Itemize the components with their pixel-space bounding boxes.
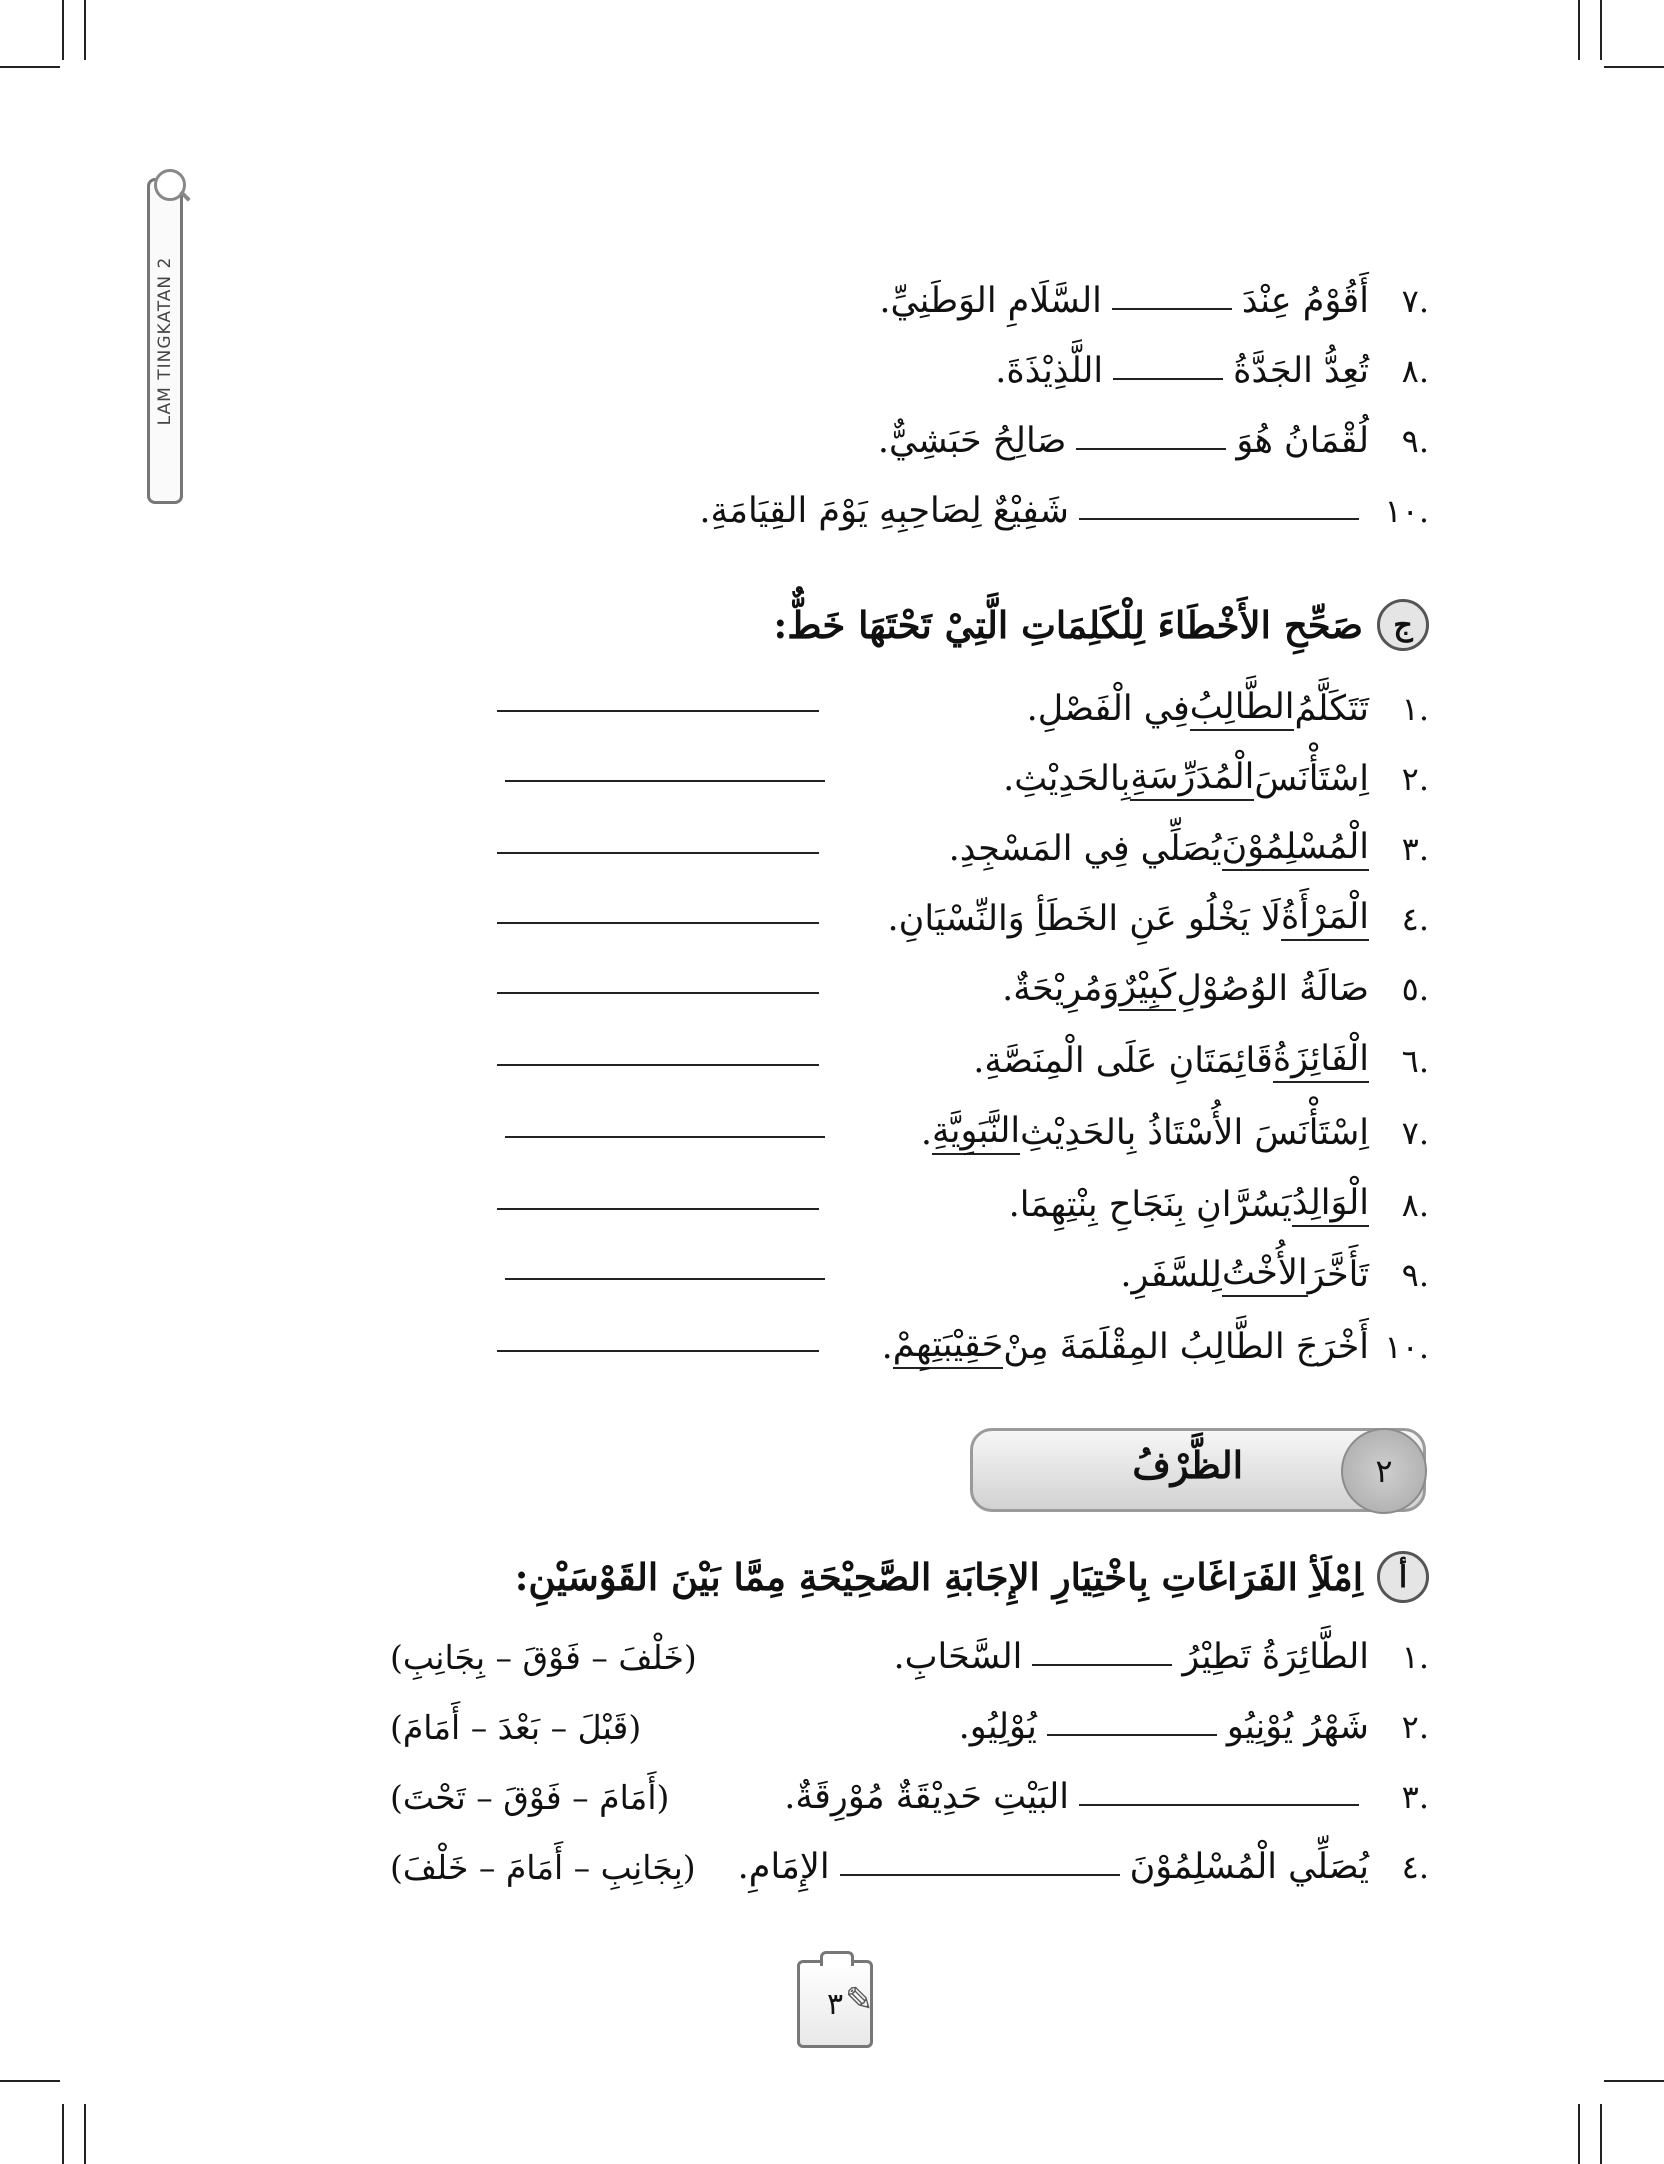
section-2-banner: [970, 1428, 1426, 1512]
answer-line[interactable]: [497, 1064, 819, 1066]
answer-blank[interactable]: [1032, 1664, 1172, 1666]
correction-row: .٤ الْمَرْأَةُ لَا يَخْلُو عَنِ الخَطَأِ وَالنِّسْيَانِ.: [887, 897, 1429, 939]
underlined-word: الْمُسْلِمُوْنَ: [1222, 827, 1369, 871]
answer-line[interactable]: [497, 1350, 819, 1352]
underlined-word: الْمَرْأَةُ: [1281, 897, 1369, 941]
fill-blank-row: .١ الطَّائِرَةُ تَطِيْرُ السَّحَابِ.: [893, 1637, 1429, 1677]
correction-row: .٥ صَالَةُ الوُصُوْلِ كَبِيْرٌ وَمُرِيْحَةٌ.: [1002, 967, 1429, 1009]
correction-row: .٢ اِسْتَأْنَسَ الْمُدَرِّسَةِ بِالحَدِيْثِ.: [1003, 757, 1429, 799]
fill-blank-row: .٩ لُقْمَانُ هُوَ صَالِحُ حَبَشِيٌّ.: [877, 421, 1429, 461]
underlined-word: الْمُدَرِّسَةِ: [1130, 757, 1254, 801]
magnifier-icon: [154, 169, 186, 201]
section-c-heading: [774, 592, 1429, 658]
underlined-word: الْوَالِدُ: [1292, 1183, 1369, 1227]
fill-blank-row: .٤ يُصَلِّي الْمُسْلِمُوْنَ الإِمَامِ.: [737, 1847, 1429, 1887]
section-c-instruction: صَحِّحِ الأَخْطَاءَ لِلْكَلِمَاتِ الَّتِيْ تَحْتَهَا خَطٌّ:: [773, 603, 1363, 647]
answer-blank[interactable]: [840, 1874, 1120, 1876]
answer-blank[interactable]: [1076, 448, 1226, 450]
answer-line[interactable]: [505, 1136, 825, 1138]
answer-blank[interactable]: [1079, 1804, 1359, 1806]
crop-mark: [1600, 2104, 1602, 2164]
crop-mark: [1578, 0, 1580, 60]
correction-row: .٧ اِسْتَأْنَسَ الأُسْتَاذُ بِالحَدِيْثِ النَّبَوِيَّةِ .: [920, 1111, 1429, 1153]
pencil-icon: ✎: [845, 1980, 874, 2020]
crop-mark: [1604, 66, 1664, 68]
correction-row: .٩ تَأَخَّرَ الأُخْتُ لِلسَّفَرِ.: [1120, 1253, 1429, 1295]
fill-blank-row: .٢ شَهْرُ يُوْنِيُو يُوْلِيُو.: [958, 1707, 1429, 1747]
underlined-word: الأُخْتُ: [1222, 1253, 1308, 1297]
section-2a-instruction: اِمْلَأِ الفَرَاغَاتِ بِاخْتِيَارِ الإِجَابَةِ الصَّحِيْحَةِ مِمَّا بَيْنَ القَوْسَيْنِ:: [514, 1555, 1363, 1599]
fill-blank-row: .٧ أَقُوْمُ عِنْدَ السَّلَامِ الوَطَنِيِّ.: [879, 281, 1429, 321]
answer-blank[interactable]: [1112, 308, 1232, 310]
answer-line[interactable]: [505, 780, 825, 782]
fill-blank-row: .١٠ شَفِيْعٌ لِصَاحِبِهِ يَوْمَ القِيَامَةِ.: [699, 491, 1429, 531]
options: (بِجَانِبِ – أَمَامَ – خَلْفَ): [390, 1847, 696, 1887]
section-2a-badge: أ: [1377, 1551, 1429, 1603]
page-number: ٣: [797, 1960, 873, 2048]
crop-mark: [62, 0, 64, 60]
answer-line[interactable]: [497, 922, 819, 924]
correction-row: .٣ الْمُسْلِمُوْنَ يُصَلِّي فِي المَسْجِدِ.: [948, 827, 1429, 869]
answer-blank[interactable]: [1113, 378, 1223, 380]
answer-line[interactable]: [497, 852, 819, 854]
correction-row: .١ تَتَكَلَّمُ الطَّالِبُ فِي الْفَصْلِ.: [1026, 687, 1429, 729]
side-tab: [147, 178, 183, 504]
options: (خَلْفَ – فَوْقَ – بِجَانِبِ): [390, 1637, 697, 1677]
correction-row: .١٠ أَخْرَجَ الطَّالِبُ المِقْلَمَةَ مِنْ حَقِيْبَتِهِمْ .: [881, 1325, 1429, 1367]
underlined-word: النَّبَوِيَّةِ: [932, 1111, 1020, 1155]
crop-mark: [0, 2080, 60, 2082]
options: (أَمَامَ – فَوْقَ – تَحْتَ): [390, 1777, 670, 1817]
side-tab-label: LAM TINGKATAN 2: [155, 256, 175, 426]
underlined-word: الْفَائِزَةُ: [1273, 1039, 1369, 1083]
crop-mark: [84, 0, 86, 60]
answer-line[interactable]: [497, 1208, 819, 1210]
underlined-word: كَبِيْرٌ: [1119, 967, 1176, 1011]
crop-mark: [1600, 0, 1602, 60]
underlined-word: الطَّالِبُ: [1190, 687, 1295, 731]
correction-row: .٨ الْوَالِدُ يَسُرَّانِ بِنَجَاحِ بِنْتِهِمَا.: [1008, 1183, 1429, 1225]
answer-blank[interactable]: [1079, 518, 1359, 520]
fill-blank-row: .٣ البَيْتِ حَدِيْقَةٌ مُوْرِقَةٌ.: [784, 1777, 1429, 1817]
crop-mark: [1578, 2104, 1580, 2164]
options: (قَبْلَ – بَعْدَ – أَمَامَ): [390, 1707, 642, 1747]
crop-mark: [0, 66, 60, 68]
section-2-number: ٢: [1341, 1428, 1427, 1514]
section-2-title: الظَّرْفُ: [1132, 1443, 1243, 1487]
answer-blank[interactable]: [1047, 1734, 1217, 1736]
crop-mark: [62, 2104, 64, 2164]
section-2a-heading: [515, 1544, 1429, 1610]
fill-blank-row: .٨ تُعِدُّ الجَدَّةُ اللَّذِيْذَةَ.: [995, 351, 1429, 391]
answer-line[interactable]: [497, 710, 819, 712]
underlined-word: حَقِيْبَتِهِمْ: [893, 1325, 1003, 1369]
correction-row: .٦ الْفَائِزَةُ قَائِمَتَانِ عَلَى الْمِنَصَّةِ.: [973, 1039, 1429, 1081]
answer-line[interactable]: [497, 992, 819, 994]
answer-line[interactable]: [505, 1278, 825, 1280]
crop-mark: [1604, 2080, 1664, 2082]
section-c-badge: ج: [1377, 599, 1429, 651]
crop-mark: [84, 2104, 86, 2164]
